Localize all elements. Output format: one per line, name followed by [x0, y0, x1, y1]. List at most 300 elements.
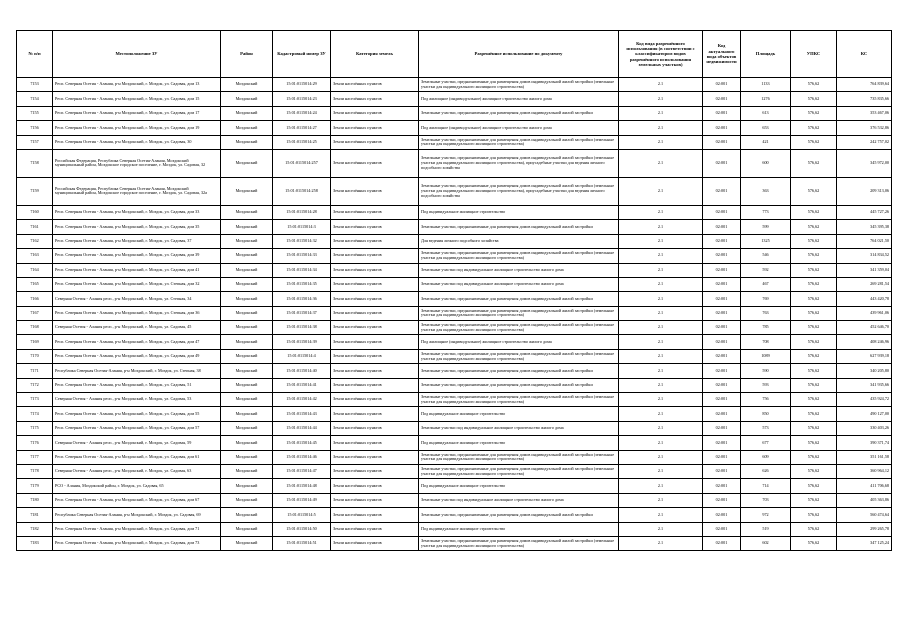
cell-object-code: 02:001	[703, 121, 741, 135]
cell-area: 600	[741, 149, 791, 177]
cell-object-code: 02:001	[703, 536, 741, 550]
document-sheet	[16, 30, 891, 551]
table-row	[17, 135, 892, 149]
cell-row-number: 7164	[17, 263, 53, 277]
cell-cadastral-value: 408 246,96	[837, 335, 892, 349]
cell-use-code: 2.1	[619, 149, 703, 177]
cell-permitted-use: Для ведения личного подсобного хозяйства	[419, 234, 619, 248]
cell-area: 592	[741, 263, 791, 277]
table-row	[17, 121, 892, 135]
cell-area: 677	[741, 436, 791, 450]
cell-cadastral-value: 390 371,74	[837, 436, 892, 450]
cell-row-number: 7157	[17, 135, 53, 149]
cell-land-category: Земли населённых пунктов	[331, 292, 419, 306]
cell-upks: 576,62	[791, 277, 837, 291]
cell-land-category: Земли населённых пунктов	[331, 407, 419, 421]
cell-cadastral-number: 15:01:0115014:41	[273, 378, 331, 392]
table-row	[17, 421, 892, 435]
cell-land-category: Земли населённых пунктов	[331, 249, 419, 263]
cell-district: Моздокский	[221, 364, 273, 378]
cadastral-value-table	[16, 30, 892, 551]
cell-permitted-use: Земельные участки, предназначенные для размещения домов индивидуальной жилой застройки (земельные участки для индивидуального жилищного строительства)	[419, 306, 619, 320]
cell-use-code: 2.1	[619, 349, 703, 363]
cell-area: 708	[741, 335, 791, 349]
cell-area: 609	[741, 450, 791, 464]
cell-object-code: 02:001	[703, 220, 741, 234]
cell-row-number: 7171	[17, 364, 53, 378]
table-row	[17, 479, 892, 493]
cell-area: 773	[741, 205, 791, 219]
cell-cadastral-value: 345 972,00	[837, 149, 892, 177]
cell-cadastral-number: 15:01:0115014:29	[273, 78, 331, 92]
cell-cadastral-number: 15:01:0115014:44	[273, 421, 331, 435]
cell-object-code: 02:001	[703, 393, 741, 407]
cell-land-category: Земли населённых пунктов	[331, 321, 419, 335]
cell-permitted-use: Земельные участки под индивидуальное жилищное строительство жилого дома	[419, 493, 619, 507]
table-row	[17, 522, 892, 536]
cell-use-code: 2.1	[619, 393, 703, 407]
cell-area: 546	[741, 249, 791, 263]
cell-row-number: 7175	[17, 421, 53, 435]
cell-permitted-use: Земельные участки под индивидуальное жилищное строительство жилого дома	[419, 421, 619, 435]
cell-location: Северная Осетия - Алания респ., р-н Моздокский, г. Моздок, ул. Садовая, 45	[53, 321, 221, 335]
table-body	[17, 78, 892, 551]
cell-use-code: 2.1	[619, 92, 703, 106]
cell-object-code: 02:001	[703, 263, 741, 277]
cell-area: 613	[741, 106, 791, 120]
cell-permitted-use: Под индивидуальное жилищное строительство	[419, 479, 619, 493]
cell-cadastral-value: 560 474,64	[837, 508, 892, 522]
cell-land-category: Земли населённых пунктов	[331, 436, 419, 450]
cell-area: 769	[741, 292, 791, 306]
cell-cadastral-number: 15:01:0115014:46	[273, 450, 331, 464]
cell-upks: 576,62	[791, 493, 837, 507]
cell-land-category: Земли населённых пунктов	[331, 121, 419, 135]
cell-row-number: 7173	[17, 393, 53, 407]
table-row	[17, 407, 892, 421]
cell-upks: 576,62	[791, 450, 837, 464]
cell-land-category: Земли населённых пунктов	[331, 92, 419, 106]
header-cell: Код актуального вида объектов недвижимости	[703, 31, 741, 78]
cell-row-number: 7167	[17, 306, 53, 320]
table-row	[17, 78, 892, 92]
cell-location: Респ. Северная Осетия - Алания, р-н Моздокский, г. Моздок, ул. Садовая, дом 15	[53, 92, 221, 106]
cell-permitted-use: Земельные участки, предназначенные для размещения домов индивидуальной жилой застройки (земельные участки для индивидуального жилищного строительства)	[419, 321, 619, 335]
cell-land-category: Земли населённых пунктов	[331, 450, 419, 464]
cell-object-code: 02:001	[703, 493, 741, 507]
cell-permitted-use: Земельные участки, предназначенные для размещения домов индивидуальной жилой застройки	[419, 220, 619, 234]
cell-cadastral-value: 764 839,64	[837, 78, 892, 92]
cell-use-code: 2.1	[619, 220, 703, 234]
cell-cadastral-number: 15:01:0115014:38	[273, 321, 331, 335]
table-row	[17, 220, 892, 234]
cell-row-number: 7181	[17, 508, 53, 522]
cell-location: Респ. Северная Осетия - Алания, р-н Моздокский, г. Моздок, ул. Садовая, дом 17	[53, 106, 221, 120]
cell-use-code: 2.1	[619, 78, 703, 92]
cell-upks: 576,62	[791, 92, 837, 106]
cell-district: Моздокский	[221, 292, 273, 306]
cell-use-code: 2.1	[619, 436, 703, 450]
cell-cadastral-number: 15:01:0115014:48	[273, 479, 331, 493]
cell-cadastral-value: 376 532,86	[837, 121, 892, 135]
cell-use-code: 2.1	[619, 378, 703, 392]
cell-row-number: 7162	[17, 234, 53, 248]
cell-location: Респ. Северная Осетия - Алания, р-н Моздокский, г. Моздок, ул. Степная, дом 32	[53, 277, 221, 291]
cell-cadastral-value: 341 935,66	[837, 378, 892, 392]
cell-permitted-use: Под индивидуальное жилищное строительство	[419, 522, 619, 536]
cell-location: Респ. Северная Осетия - Алания, р-н Моздокский, г. Моздок, ул. Садовая, 30	[53, 135, 221, 149]
table-row	[17, 277, 892, 291]
cell-land-category: Земли населённых пунктов	[331, 149, 419, 177]
cell-area: 599	[741, 220, 791, 234]
cell-area: 714	[741, 479, 791, 493]
cell-area: 1089	[741, 349, 791, 363]
cell-row-number: 7163	[17, 249, 53, 263]
cell-district: Моздокский	[221, 378, 273, 392]
cell-cadastral-value: 443 420,78	[837, 292, 892, 306]
cell-area: 573	[741, 421, 791, 435]
cell-cadastral-number: 15:01:0115014:23	[273, 92, 331, 106]
cell-upks: 576,62	[791, 306, 837, 320]
cell-upks: 576,62	[791, 464, 837, 478]
cell-permitted-use: Земельные участки, предназначенные для размещения домов индивидуальной жилой застройки	[419, 508, 619, 522]
cell-area: 467	[741, 277, 791, 291]
cell-upks: 576,62	[791, 177, 837, 205]
cell-permitted-use: Под индивидуальное жилищное строительство	[419, 205, 619, 219]
cell-land-category: Земли населённых пунктов	[331, 263, 419, 277]
cell-location: Респ. Северная Осетия - Алания, р-н Моздокский, г. Моздок, ул. Садовая, дом 57	[53, 421, 221, 435]
cell-location: Северная Осетия - Алания респ., р-н Моздокский, г. Моздок, ул. Садовая, 59	[53, 436, 221, 450]
cell-location: Северная Осетия - Алания респ., р-н Моздокский, г. Моздок, ул. Садовая, 53	[53, 393, 221, 407]
cell-cadastral-number: 15:01:0115014:25	[273, 135, 331, 149]
cell-permitted-use: Земельные участки, предназначенные для размещения домов индивидуальной жилой застройки	[419, 106, 619, 120]
cell-district: Моздокский	[221, 493, 273, 507]
cell-use-code: 2.1	[619, 106, 703, 120]
cell-location: Респ. Северная Осетия - Алания, р-н Моздокский, г. Моздок, ул. Садовая, дом 67	[53, 493, 221, 507]
table-row	[17, 364, 892, 378]
cell-location: Респ. Северная Осетия - Алания, р-н Моздокский, г. Моздок, ул. Садовая, дом 71	[53, 522, 221, 536]
cell-upks: 576,62	[791, 263, 837, 277]
cell-use-code: 2.1	[619, 135, 703, 149]
cell-cadastral-value: 445 727,26	[837, 205, 892, 219]
cell-district: Моздокский	[221, 407, 273, 421]
header-cell: Площадь	[741, 31, 791, 78]
cell-permitted-use: Земельные участки, предназначенные для размещения домов индивидуальной жилой застройки	[419, 364, 619, 378]
cell-area: 421	[741, 135, 791, 149]
cell-cadastral-value: 435 924,72	[837, 393, 892, 407]
cell-permitted-use: Земельные участки, предназначенные для размещения домов индивидуальной жилой застройки (земельные участки для индивидуального жилищного строительства), приусадебные участки для ведения личного подсобного хозяйства	[419, 149, 619, 177]
header-cell: Категория земель	[331, 31, 419, 78]
cell-cadastral-value: 269 281,54	[837, 277, 892, 291]
cell-object-code: 02:001	[703, 135, 741, 149]
cell-object-code: 02:001	[703, 149, 741, 177]
cell-district: Моздокский	[221, 479, 273, 493]
table-row	[17, 92, 892, 106]
cell-use-code: 2.1	[619, 421, 703, 435]
cell-permitted-use: Земельные участки, предназначенные для размещения домов индивидуальной жилой застройки (земельные участки для индивидуального жилищного строительства)	[419, 135, 619, 149]
cell-district: Моздокский	[221, 263, 273, 277]
cell-district: Моздокский	[221, 450, 273, 464]
cell-use-code: 2.1	[619, 536, 703, 550]
cell-cadastral-value: 345 395,38	[837, 220, 892, 234]
cell-district: Моздокский	[221, 393, 273, 407]
cell-permitted-use: Под индивидуальное жилищное строительство	[419, 407, 619, 421]
cell-district: Моздокский	[221, 306, 273, 320]
cell-area: 519	[741, 522, 791, 536]
cell-use-code: 2.1	[619, 508, 703, 522]
cell-area: 1133	[741, 78, 791, 92]
cell-land-category: Земли населённых пунктов	[331, 508, 419, 522]
cell-row-number: 7153	[17, 78, 53, 92]
cell-district: Моздокский	[221, 106, 273, 120]
cell-upks: 576,62	[791, 393, 837, 407]
cell-use-code: 2.1	[619, 263, 703, 277]
cell-cadastral-number: 15:01:0115014:37	[273, 306, 331, 320]
cell-location: Российская Федерация, Республика Северная Осетия-Алания, Моздокский муниципальный район, Моздокское городское поселение, г. Моздок, ул. Садовая, 32а	[53, 177, 221, 205]
cell-object-code: 02:001	[703, 205, 741, 219]
cell-use-code: 2.1	[619, 493, 703, 507]
cell-land-category: Земли населённых пунктов	[331, 306, 419, 320]
table-row	[17, 263, 892, 277]
cell-permitted-use: Под жилищное (индивидуальное) жилищное строительство жилого дома	[419, 121, 619, 135]
cell-cadastral-value: 627 939,18	[837, 349, 892, 363]
cell-cadastral-value: 242 757,02	[837, 135, 892, 149]
cell-district: Моздокский	[221, 220, 273, 234]
cell-land-category: Земли населённых пунктов	[331, 378, 419, 392]
table-row	[17, 106, 892, 120]
cell-permitted-use: Земельные участки, предназначенные для размещения домов индивидуальной жилой застройки (земельные участки для индивидуального жилищного строительства), приусадебные участки для ведения личного подсобного хозяйства	[419, 177, 619, 205]
cell-location: Респ. Северная Осетия - Алания, р-н Моздокский, г. Моздок, ул. Садовая, дом 39	[53, 249, 221, 263]
table-row	[17, 393, 892, 407]
cell-object-code: 02:001	[703, 508, 741, 522]
cell-area: 850	[741, 407, 791, 421]
cell-object-code: 02:001	[703, 249, 741, 263]
cell-district: Моздокский	[221, 522, 273, 536]
cell-object-code: 02:001	[703, 306, 741, 320]
cell-upks: 576,62	[791, 149, 837, 177]
cell-land-category: Земли населённых пунктов	[331, 234, 419, 248]
cell-location: Респ. Северная Осетия - Алания, р-н Моздокский, г. Моздок, ул. Садовая, дом 55	[53, 407, 221, 421]
cell-use-code: 2.1	[619, 407, 703, 421]
cell-permitted-use: Земельные участки, предназначенные для размещения домов индивидуальной жилой застройки (земельные участки для индивидуального жилищного строительства)	[419, 393, 619, 407]
cell-permitted-use: Земельные участки, предназначенные для размещения домов индивидуальной жилой застройки (земельные участки для индивидуального жилищного строительства)	[419, 249, 619, 263]
cell-cadastral-value: 209 313,06	[837, 177, 892, 205]
cell-object-code: 02:001	[703, 421, 741, 435]
cell-cadastral-number: 15:01:0115014:28	[273, 205, 331, 219]
cell-object-code: 02:001	[703, 106, 741, 120]
cell-upks: 576,62	[791, 292, 837, 306]
cell-upks: 576,62	[791, 234, 837, 248]
cell-upks: 576,62	[791, 349, 837, 363]
cell-use-code: 2.1	[619, 292, 703, 306]
table-header-row	[17, 31, 892, 78]
cell-land-category: Земли населённых пунктов	[331, 106, 419, 120]
cell-row-number: 7165	[17, 277, 53, 291]
cell-cadastral-value: 299 265,78	[837, 522, 892, 536]
cell-district: Моздокский	[221, 205, 273, 219]
cell-upks: 576,62	[791, 106, 837, 120]
cell-upks: 576,62	[791, 135, 837, 149]
cell-cadastral-number: 15:01:0115014:42	[273, 393, 331, 407]
cell-upks: 576,62	[791, 220, 837, 234]
header-cell: Код вида разрешённого использования (в соответствии с классификатором видов разрешённого использования земельных участков)	[619, 31, 703, 78]
cell-object-code: 02:001	[703, 277, 741, 291]
cell-upks: 576,62	[791, 479, 837, 493]
header-cell: Местоположение ЗУ	[53, 31, 221, 78]
cell-use-code: 2.1	[619, 364, 703, 378]
cell-row-number: 7158	[17, 149, 53, 177]
cell-use-code: 2.1	[619, 205, 703, 219]
cell-upks: 576,62	[791, 407, 837, 421]
cell-object-code: 02:001	[703, 335, 741, 349]
cell-upks: 576,62	[791, 321, 837, 335]
cell-permitted-use: Земельные участки, предназначенные для размещения домов индивидуальной жилой застройки	[419, 292, 619, 306]
table-row	[17, 349, 892, 363]
table-row	[17, 464, 892, 478]
cell-cadastral-number: 15:01:0115014:51	[273, 536, 331, 550]
cell-upks: 576,62	[791, 378, 837, 392]
cell-area: 1276	[741, 92, 791, 106]
cell-object-code: 02:001	[703, 78, 741, 92]
cell-permitted-use: Под жилищное (индивидуальное) жилищное строительство жилого дома	[419, 335, 619, 349]
header-cell: УПКС	[791, 31, 837, 78]
cell-location: Респ. Северная Осетия - Алания, р-н Моздокский, г. Моздок, ул. Садовая, дом 13	[53, 78, 221, 92]
cell-location: Респ. Северная Осетия - Алания, р-н Моздокский, г. Моздок, ул. Степная, дом 36	[53, 306, 221, 320]
cell-row-number: 7154	[17, 92, 53, 106]
cell-district: Моздокский	[221, 277, 273, 291]
cell-area: 703	[741, 493, 791, 507]
cell-location: Российская Федерация, Республика Северная Осетия-Алания, Моздокский муниципальный район, Моздокское городское поселение, г. Моздок, ул. Садовая, 32	[53, 149, 221, 177]
cell-cadastral-number: 15:01:0115014:39	[273, 335, 331, 349]
cell-location: Респ. Северная Осетия - Алания, р-н Моздокский, г. Моздок, ул. Садовая, дом 19	[53, 121, 221, 135]
cell-permitted-use: Земельные участки, предназначенные для размещения домов индивидуальной жилой застройки (земельные участки для индивидуального жилищного строительства)	[419, 536, 619, 550]
cell-land-category: Земли населённых пунктов	[331, 205, 419, 219]
cell-land-category: Земли населённых пунктов	[331, 349, 419, 363]
cell-district: Моздокский	[221, 464, 273, 478]
table-row	[17, 335, 892, 349]
cell-permitted-use: Под индивидуальное жилищное строительство	[419, 436, 619, 450]
cell-use-code: 2.1	[619, 522, 703, 536]
cell-row-number: 7172	[17, 378, 53, 392]
cell-area: 626	[741, 464, 791, 478]
cell-district: Моздокский	[221, 508, 273, 522]
cell-upks: 576,62	[791, 508, 837, 522]
cell-row-number: 7159	[17, 177, 53, 205]
cell-area: 602	[741, 536, 791, 550]
cell-row-number: 7183	[17, 536, 53, 550]
cell-row-number: 7182	[17, 522, 53, 536]
cell-cadastral-number: 15:01:0115014:5	[273, 508, 331, 522]
header-cell: Кадастровый номер ЗУ	[273, 31, 331, 78]
cell-permitted-use: Земельные участки, предназначенные для размещения домов индивидуальной жилой застройки (земельные участки для индивидуального жилищного строительства)	[419, 450, 619, 464]
cell-permitted-use: Земельные участки, предназначенные для размещения домов индивидуальной жилой застройки (земельные участки для индивидуального жилищного строительства)	[419, 78, 619, 92]
cell-object-code: 02:001	[703, 407, 741, 421]
cell-object-code: 02:001	[703, 479, 741, 493]
cell-row-number: 7176	[17, 436, 53, 450]
table-row	[17, 249, 892, 263]
cell-land-category: Земли населённых пунктов	[331, 277, 419, 291]
cell-object-code: 02:001	[703, 378, 741, 392]
cell-use-code: 2.1	[619, 277, 703, 291]
cell-use-code: 2.1	[619, 464, 703, 478]
cell-upks: 576,62	[791, 522, 837, 536]
cell-location: Республика Северная Осетия-Алания, р-н Моздокский, г. Моздок, ул. Садовая, 69	[53, 508, 221, 522]
cell-object-code: 02:001	[703, 464, 741, 478]
cell-use-code: 2.1	[619, 479, 703, 493]
header-cell: КС	[837, 31, 892, 78]
cell-location: РСО - Алания, Моздокский район, г. Моздок, ул. Садовая, 65	[53, 479, 221, 493]
table-row	[17, 450, 892, 464]
cell-cadastral-value: 735 835,66	[837, 92, 892, 106]
cell-land-category: Земли населённых пунктов	[331, 479, 419, 493]
header-cell: Район	[221, 31, 273, 78]
cell-land-category: Земли населённых пунктов	[331, 522, 419, 536]
cell-row-number: 7174	[17, 407, 53, 421]
cell-cadastral-value: 330 403,26	[837, 421, 892, 435]
cell-upks: 576,62	[791, 436, 837, 450]
cell-cadastral-number: 15:01:0115014:32	[273, 234, 331, 248]
cell-district: Моздокский	[221, 177, 273, 205]
cell-area: 763	[741, 306, 791, 320]
cell-location: Респ. Северная Осетия - Алания, р-н Моздокский, г. Моздок, ул. Садовая, 37	[53, 234, 221, 248]
cell-upks: 576,62	[791, 121, 837, 135]
cell-cadastral-number: 15:01:0115014:33	[273, 249, 331, 263]
cell-district: Моздокский	[221, 321, 273, 335]
cell-object-code: 02:001	[703, 522, 741, 536]
cell-cadastral-number: 15:01:0115014:258	[273, 177, 331, 205]
cell-cadastral-value: 341 359,04	[837, 263, 892, 277]
cell-row-number: 7156	[17, 121, 53, 135]
cell-area: 590	[741, 364, 791, 378]
cell-upks: 576,62	[791, 335, 837, 349]
header-cell: № п/п	[17, 31, 53, 78]
cell-row-number: 7180	[17, 493, 53, 507]
cell-area: 653	[741, 121, 791, 135]
cell-district: Моздокский	[221, 92, 273, 106]
cell-cadastral-number: 15:01:0115014:47	[273, 464, 331, 478]
cell-district: Моздокский	[221, 78, 273, 92]
cell-object-code: 02:001	[703, 349, 741, 363]
cell-cadastral-value: 351 161,58	[837, 450, 892, 464]
table-row	[17, 177, 892, 205]
cell-location: Респ. Северная Осетия - Алания, р-н Моздокский, г. Моздок, ул. Садовая, дом 33	[53, 205, 221, 219]
cell-object-code: 02:001	[703, 364, 741, 378]
cell-upks: 576,62	[791, 205, 837, 219]
cell-upks: 576,62	[791, 364, 837, 378]
cell-permitted-use: Земельные участки, предназначенные для размещения домов индивидуальной жилой застройки	[419, 378, 619, 392]
cell-land-category: Земли населённых пунктов	[331, 135, 419, 149]
cell-cadastral-value: 340 205,80	[837, 364, 892, 378]
table-row	[17, 205, 892, 219]
cell-object-code: 02:001	[703, 450, 741, 464]
table-row	[17, 234, 892, 248]
cell-location: Респ. Северная Осетия - Алания, р-н Моздокский, г. Моздок, ул. Садовая, дом 47	[53, 335, 221, 349]
cell-location: Респ. Северная Осетия - Алания, р-н Моздокский, г. Моздок, ул. Садовая, дом 41	[53, 263, 221, 277]
cell-location: Северная Осетия - Алания респ., р-н Моздокский, г. Моздок, ул. Садовая, 63	[53, 464, 221, 478]
table-row	[17, 436, 892, 450]
cell-land-category: Земли населённых пунктов	[331, 421, 419, 435]
header-cell: Разрешённое использование по документу	[419, 31, 619, 78]
cell-cadastral-number: 15:01:0115014:3	[273, 220, 331, 234]
cell-location: Респ. Северная Осетия - Алания, р-н Моздокский, г. Моздок, ул. Садовая, дом 49	[53, 349, 221, 363]
table-row	[17, 306, 892, 320]
cell-area: 972	[741, 508, 791, 522]
cell-permitted-use: Земельные участки под индивидуальное жилищное строительство жилого дома	[419, 277, 619, 291]
cell-upks: 576,62	[791, 536, 837, 550]
cell-use-code: 2.1	[619, 234, 703, 248]
cell-upks: 576,62	[791, 421, 837, 435]
table-row	[17, 536, 892, 550]
